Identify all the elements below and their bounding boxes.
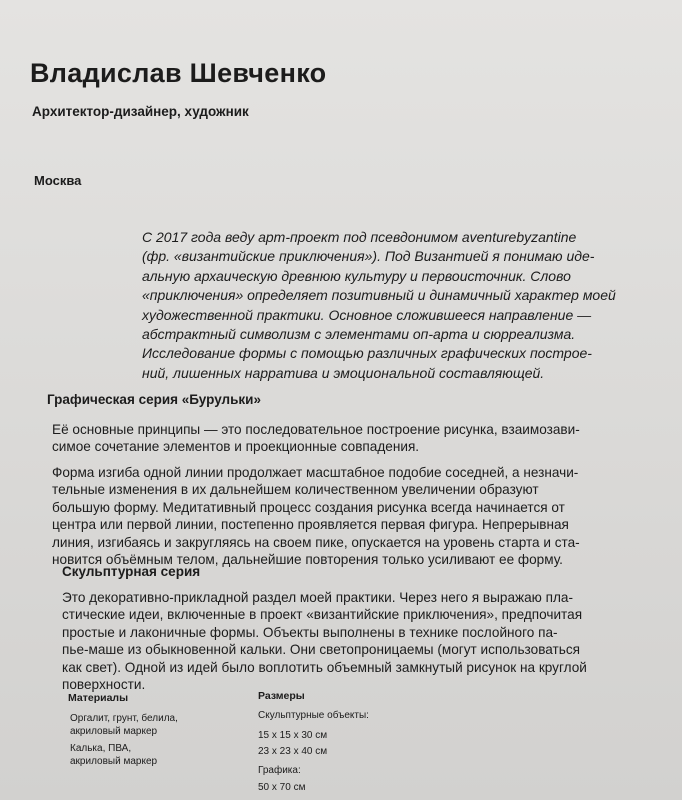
intro-line: «приключения» определяет позитивный и динамичный характер моей (142, 287, 616, 304)
materials-item-2 (70, 742, 157, 768)
text-line: как свет). Одной из идей было воплотить объемный замкнутый рисунок на круглой (62, 659, 587, 675)
materials-line: Калька, ПВА, (70, 743, 132, 754)
graphics-sizes-label: Графика: (258, 765, 301, 776)
text-line: Её основные принципы — это последовательное построение рисунка, взаимозави- (52, 422, 580, 437)
text-line: симое сочетание элементов и проекционные совпадения. (52, 439, 420, 455)
sculpture-series-heading: Скульптурная серия (62, 564, 201, 579)
graphics-size: 50 х 70 см (258, 782, 306, 793)
graphic-series-paragraph-2 (52, 464, 662, 568)
materials-item-1 (70, 712, 178, 738)
text-line: новится объёмным телом, дальнейшие повторения только усиливают ее форму. (52, 552, 563, 568)
materials-line: акриловый маркер (70, 726, 158, 737)
sculpture-series-paragraph (62, 589, 662, 693)
text-line: пье-маше из обыкновенной кальки. Они светопроницаемы (могут использоваться (62, 642, 580, 658)
text-line: тельные изменения в их дальнейшем количественном увеличении образуют (52, 482, 539, 498)
artist-name: Владислав Шевченко (30, 58, 327, 88)
text-line: Это декоративно-прикладной раздел моей практики. Через него я выражаю пла- (62, 590, 574, 605)
sculpture-size-2: 23 х 23 х 40 см (258, 746, 328, 757)
text-line: центра или первой линии, постепенно проявляется первая фигура. Непрерывная (52, 517, 569, 533)
graphic-series-heading: Графическая серия «Бурульки» (47, 392, 261, 407)
intro-line: художественной практики. Основное сложившееся направление — (142, 306, 592, 323)
intro-line: Исследование формы с помощью различных графических построе- (142, 345, 592, 362)
intro-paragraph (142, 228, 667, 383)
text-line: большую форму. Медитативный процесс создания рисунка всегда начинается от (52, 499, 565, 515)
text-line: линия, изгибаясь и закругляясь на своем пике, опускается на уровень старта и ста- (52, 534, 580, 550)
materials-heading: Материалы (68, 692, 129, 704)
text-line: поверхности. (62, 677, 146, 693)
intro-line: абстрактный символизм с элементами оп-арта и сюрреализма. (142, 326, 576, 343)
text-line: Форма изгиба одной линии продолжает масштабное подобие соседней, а незначи- (52, 465, 579, 480)
graphic-series-paragraph-1 (52, 421, 662, 456)
materials-line: акриловый маркер (70, 756, 158, 767)
intro-line: альную архаическую древнюю культуру и первоисточник. Слово (142, 267, 571, 284)
materials-line: Оргалит, грунт, белила, (70, 713, 178, 724)
intro-line: С 2017 года веду арт-проект под псевдонимом aventurebyzantine (142, 229, 577, 245)
sizes-heading: Размеры (258, 690, 305, 702)
text-line: простые и лаконичные формы. Объекты выполнены в технике послойного па- (62, 624, 558, 640)
sculpture-size-1: 15 х 15 х 30 см (258, 730, 328, 741)
intro-line: (фр. «византийские приключения»). Под Византией я понимаю иде- (142, 248, 595, 265)
intro-line: ний, лишенных нарратива и эмоциональной составляющей. (142, 364, 545, 381)
text-line: стические идеи, включенные в проект «византийские приключения», предпочитая (62, 607, 583, 623)
sculpture-sizes-label: Скульптурные объекты: (258, 710, 369, 721)
artist-city: Москва (34, 173, 82, 188)
artist-role: Архитектор-дизайнер, художник (32, 104, 249, 119)
